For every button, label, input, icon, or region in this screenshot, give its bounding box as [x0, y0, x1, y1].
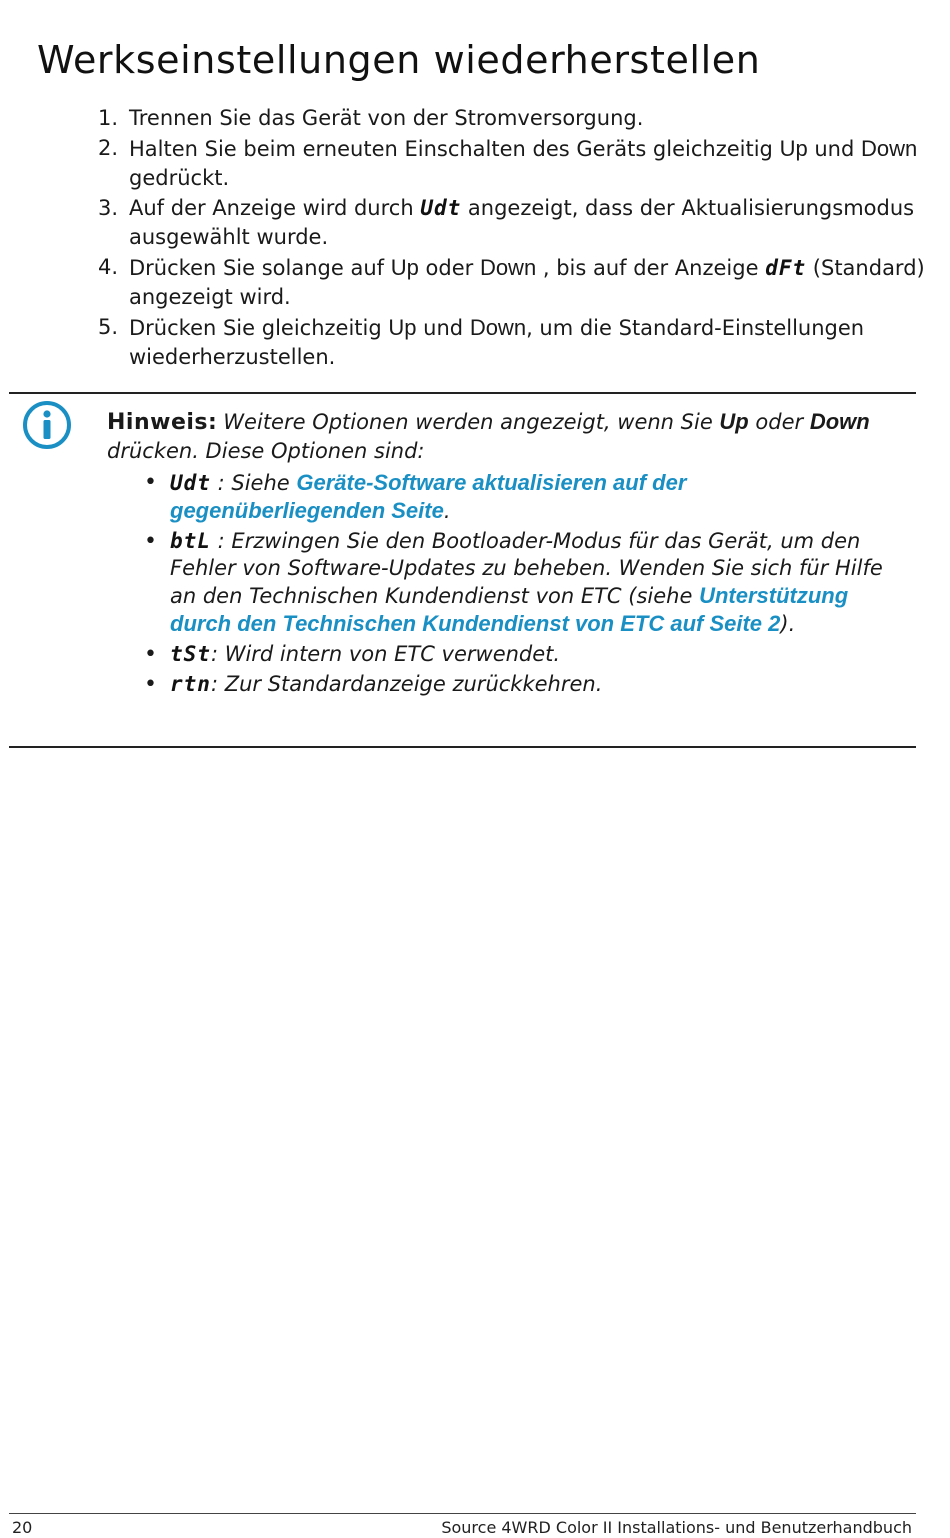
footer-document-title: Source 4WRD Color II Installations- und Benutzerhandbuch — [441, 1518, 912, 1537]
step-text: , bis auf der Anzeige — [536, 256, 766, 280]
footer-divider — [9, 1513, 916, 1514]
option-text: : Siehe — [210, 471, 297, 495]
cross-reference-link[interactable]: Unterstützung durch den Technischen Kundendienst von ETC auf Seite 2 — [170, 583, 849, 636]
bullet-icon: • — [144, 642, 157, 667]
note-options-list — [107, 469, 887, 698]
step-number: 3. — [98, 196, 119, 220]
step-text: Halten Sie beim erneuten Einschalten des Geräts gleichzeitig — [129, 137, 780, 161]
step-text: Drücken Sie gleichzeitig — [129, 316, 389, 340]
note-top-divider — [9, 392, 916, 394]
steps-list — [98, 104, 928, 373]
bullet-icon: • — [144, 470, 157, 495]
bullet-icon: • — [144, 672, 157, 697]
step-text: gedrückt. — [129, 166, 230, 190]
step-item — [98, 134, 928, 193]
note-bottom-divider — [9, 746, 916, 748]
keyword-down: Down — [469, 315, 527, 340]
note-text: Weitere Optionen werden angezeigt, wenn Sie — [223, 410, 720, 434]
note-text: drücken. Diese Optionen sind: — [107, 439, 425, 463]
note-box — [107, 408, 887, 701]
note-text: oder — [748, 410, 810, 434]
keyword-up: Up — [719, 409, 749, 434]
step-text: angezeigt, dass der Aktualisierungsmodus ausgewählt wurde. — [129, 196, 915, 249]
list-item — [144, 641, 887, 668]
step-text: (Standard) angezeigt wird. — [129, 256, 925, 309]
step-text: Trennen Sie das Gerät von der Stromversorgung. — [129, 106, 644, 130]
step-text: Auf der Anzeige wird durch — [129, 196, 421, 220]
display-code: Udt — [420, 196, 462, 220]
keyword-down: Down — [479, 255, 537, 280]
display-code: Udt — [170, 471, 211, 495]
option-text: ). — [780, 612, 796, 636]
step-text: und — [807, 137, 861, 161]
step-number: 5. — [98, 315, 119, 339]
display-code: rtn — [170, 672, 211, 696]
step-number: 2. — [98, 136, 119, 160]
step-item — [98, 313, 928, 372]
option-text: . — [443, 499, 451, 523]
option-text: : Wird intern von ETC verwendet. — [210, 642, 561, 666]
option-text: : Erzwingen Sie den Bootloader-Modus für das Gerät, um den Fehler von Software-Updates zu beheben. Wenden Sie sich für Hilfe an den Technischen Kundendienst von ETC (siehe — [170, 529, 883, 608]
display-code: btL — [170, 529, 211, 553]
step-number: 1. — [98, 106, 119, 130]
page-title: Werkseinstellungen wiederherstellen — [37, 38, 761, 82]
step-text: oder — [418, 256, 480, 280]
list-item — [144, 671, 887, 698]
step-item — [98, 253, 928, 312]
step-text: , um die Standard-Einstellungen wiederherzustellen. — [129, 316, 865, 369]
note-intro — [107, 408, 887, 465]
step-item — [98, 104, 928, 133]
cross-reference-link[interactable]: Geräte-Software aktualisieren auf der gegenüberliegenden Seite — [170, 470, 687, 523]
bullet-icon: • — [144, 529, 157, 554]
keyword-down: Down — [809, 409, 870, 434]
list-item — [144, 469, 887, 525]
footer-page-number: 20 — [12, 1518, 33, 1537]
info-icon — [22, 400, 72, 450]
step-text: und — [416, 316, 470, 340]
note-label: Hinweis: — [107, 410, 218, 435]
display-code: dFt — [765, 256, 807, 280]
display-code: tSt — [170, 642, 211, 666]
keyword-up: Up — [388, 315, 417, 340]
keyword-up: Up — [779, 136, 808, 161]
option-text: : Zur Standardanzeige zurückkehren. — [210, 672, 603, 696]
keyword-up: Up — [390, 255, 419, 280]
list-item — [144, 528, 887, 638]
step-text: Drücken Sie solange auf — [129, 256, 391, 280]
step-item — [98, 194, 928, 252]
keyword-down: Down — [861, 136, 918, 161]
step-number: 4. — [98, 255, 119, 279]
